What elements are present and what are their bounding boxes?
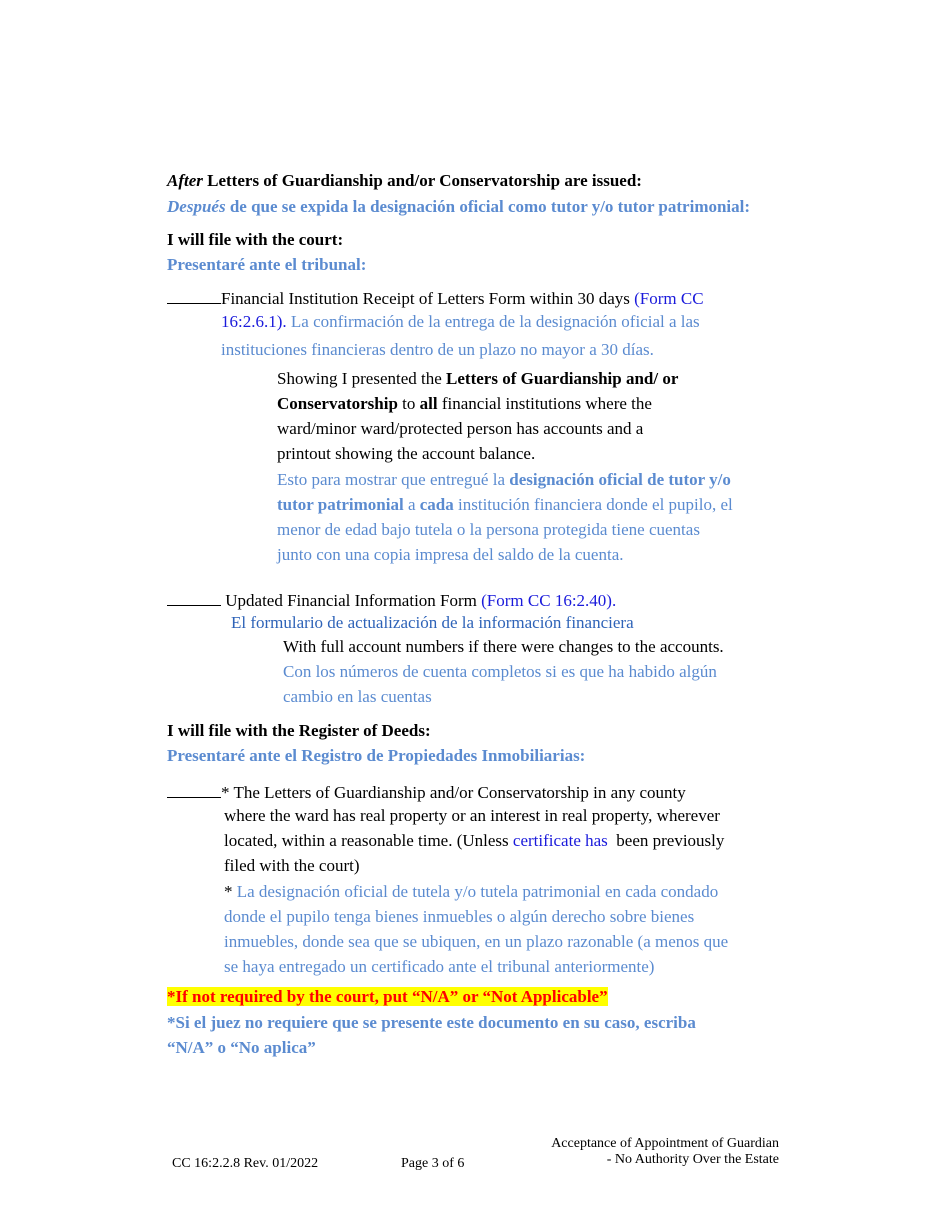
item2-line1: [167, 588, 616, 611]
notice-es: [167, 1010, 696, 1060]
after-heading-es-rest: de que se expida la designación oficial como tutor y/o tutor patrimonial:: [229, 197, 751, 216]
item3-checkbox-blank[interactable]: [167, 780, 221, 798]
after-heading-en-rest: Letters of Guardianship and/or Conservatorship are issued:: [207, 171, 642, 190]
item1-detail-en-l2d: financial institutions where the: [441, 394, 652, 413]
item1-detail-es-l2b: a: [407, 495, 416, 514]
item1-detail-es-l2a: tutor patrimonial: [277, 495, 404, 514]
after-heading-en: [167, 171, 642, 191]
item3-es-l3: inmuebles, donde sea que se ubiquen, en un plazo razonable (a menos que: [224, 932, 729, 951]
item1-text: Financial Institution Receipt of Letters Form within 30 days: [221, 289, 630, 308]
item3-es-l2: donde el pupilo tenga bienes inmuebles o algún derecho sobre bienes: [224, 907, 695, 926]
item3-en-rest: [224, 803, 724, 878]
item1-es-line3: instituciones financieras dentro de un plazo no mayor a 30 días.: [221, 340, 654, 359]
item3-en-l4: filed with the court): [224, 856, 360, 875]
footer-title-l1: Acceptance of Appointment of Guardian: [551, 1136, 779, 1151]
item1-detail-en-l2b: to: [402, 394, 416, 413]
item3-es-l1: La designación oficial de tutela y/o tutela patrimonial en cada condado: [236, 882, 719, 901]
item1-detail-es-l2c: cada: [419, 495, 454, 514]
item3-en-l1: * The Letters of Guardianship and/or Conservatorship in any county: [221, 783, 686, 802]
deeds-heading-es: Presentaré ante el Registro de Propiedades Inmobiliarias:: [167, 746, 586, 765]
item3-line1: [167, 780, 686, 803]
item3-en-l3-link: certificate has: [512, 831, 608, 850]
item3-es-l4: se haya entregado un certificado ante el tribunal anteriormente): [224, 957, 655, 976]
item1-form-ref: (Form CC: [634, 289, 704, 308]
item3-es: [224, 879, 728, 979]
court-heading-es: Presentaré ante el tribunal:: [167, 255, 367, 274]
footer-form-id: CC 16:2.2.8 Rev. 01/2022: [172, 1156, 319, 1171]
item2-detail-es-l2: cambio en las cuentas: [283, 687, 432, 706]
notice-es-l2: “N/A” o “No aplica”: [167, 1038, 316, 1057]
item2-detail-es: [283, 659, 717, 709]
after-heading-es: [167, 197, 750, 217]
item1-detail-es-l1b: designación oficial de tutor y/o: [509, 470, 731, 489]
item2-form-ref: (Form CC 16:2.40).: [481, 591, 617, 610]
footer-title: [551, 1136, 779, 1168]
item3-es-star: *: [224, 882, 233, 901]
after-heading-es-italic: Después: [167, 197, 226, 216]
deeds-heading-en: I will file with the Register of Deeds:: [167, 721, 431, 740]
item2-text: Updated Financial Information Form: [225, 591, 477, 610]
court-heading-en: I will file with the court:: [167, 230, 344, 249]
item1-detail-en-l3: ward/minor ward/protected person has accounts and a: [277, 419, 644, 438]
item3-en-l3a: located, within a reasonable time. (Unless: [224, 831, 509, 850]
item3-en-l2: where the ward has real property or an interest in real property, wherever: [224, 806, 720, 825]
item1-detail-es-l1a: Esto para mostrar que entregué la: [277, 470, 505, 489]
item1-detail-es-l4: junto con una copia impresa del saldo de la cuenta.: [277, 545, 624, 564]
footer-page-number: Page 3 of 6: [401, 1156, 465, 1171]
item1-detail-es: [277, 467, 733, 567]
item1-es-line2: La confirmación de la entrega de la designación oficial a las: [290, 312, 700, 331]
notice-en: *If not required by the court, put “N/A” or “Not Applicable”: [167, 987, 608, 1006]
item1-line2: [221, 312, 700, 332]
item2-checkbox-blank[interactable]: [167, 588, 221, 606]
item1-form-ref-cont: 16:2.6.1).: [221, 312, 287, 331]
item1-detail-en-l1a: Showing I presented the: [277, 369, 442, 388]
item1-detail-en: [277, 366, 678, 466]
item2-detail-en: With full account numbers if there were changes to the accounts.: [283, 637, 724, 656]
item1-detail-en-l2a: Conservatorship: [277, 394, 398, 413]
item2-detail-es-l1: Con los números de cuenta completos si es que ha habido algún: [283, 662, 717, 681]
item3-en-l3b: been previously: [616, 831, 725, 850]
item1-detail-es-l3: menor de edad bajo tutela o la persona protegida tiene cuentas: [277, 520, 700, 539]
item1-detail-es-l2d: institución financiera donde el pupilo, el: [458, 495, 733, 514]
item1-detail-en-l4: printout showing the account balance.: [277, 444, 536, 463]
item2-es-line2: El formulario de actualización de la información financiera: [231, 613, 634, 632]
item1-detail-en-l2c: all: [419, 394, 438, 413]
item1-checkbox-blank[interactable]: [167, 286, 221, 304]
item1-line1: [167, 286, 704, 309]
notice-en-wrap: [167, 987, 608, 1007]
notice-es-l1: *Si el juez no requiere que se presente este documento en su caso, escriba: [167, 1013, 696, 1032]
after-heading-en-italic: After: [167, 171, 203, 190]
footer-title-l2: - No Authority Over the Estate: [606, 1152, 779, 1167]
item1-detail-en-l1b: Letters of Guardianship and/ or: [446, 369, 679, 388]
